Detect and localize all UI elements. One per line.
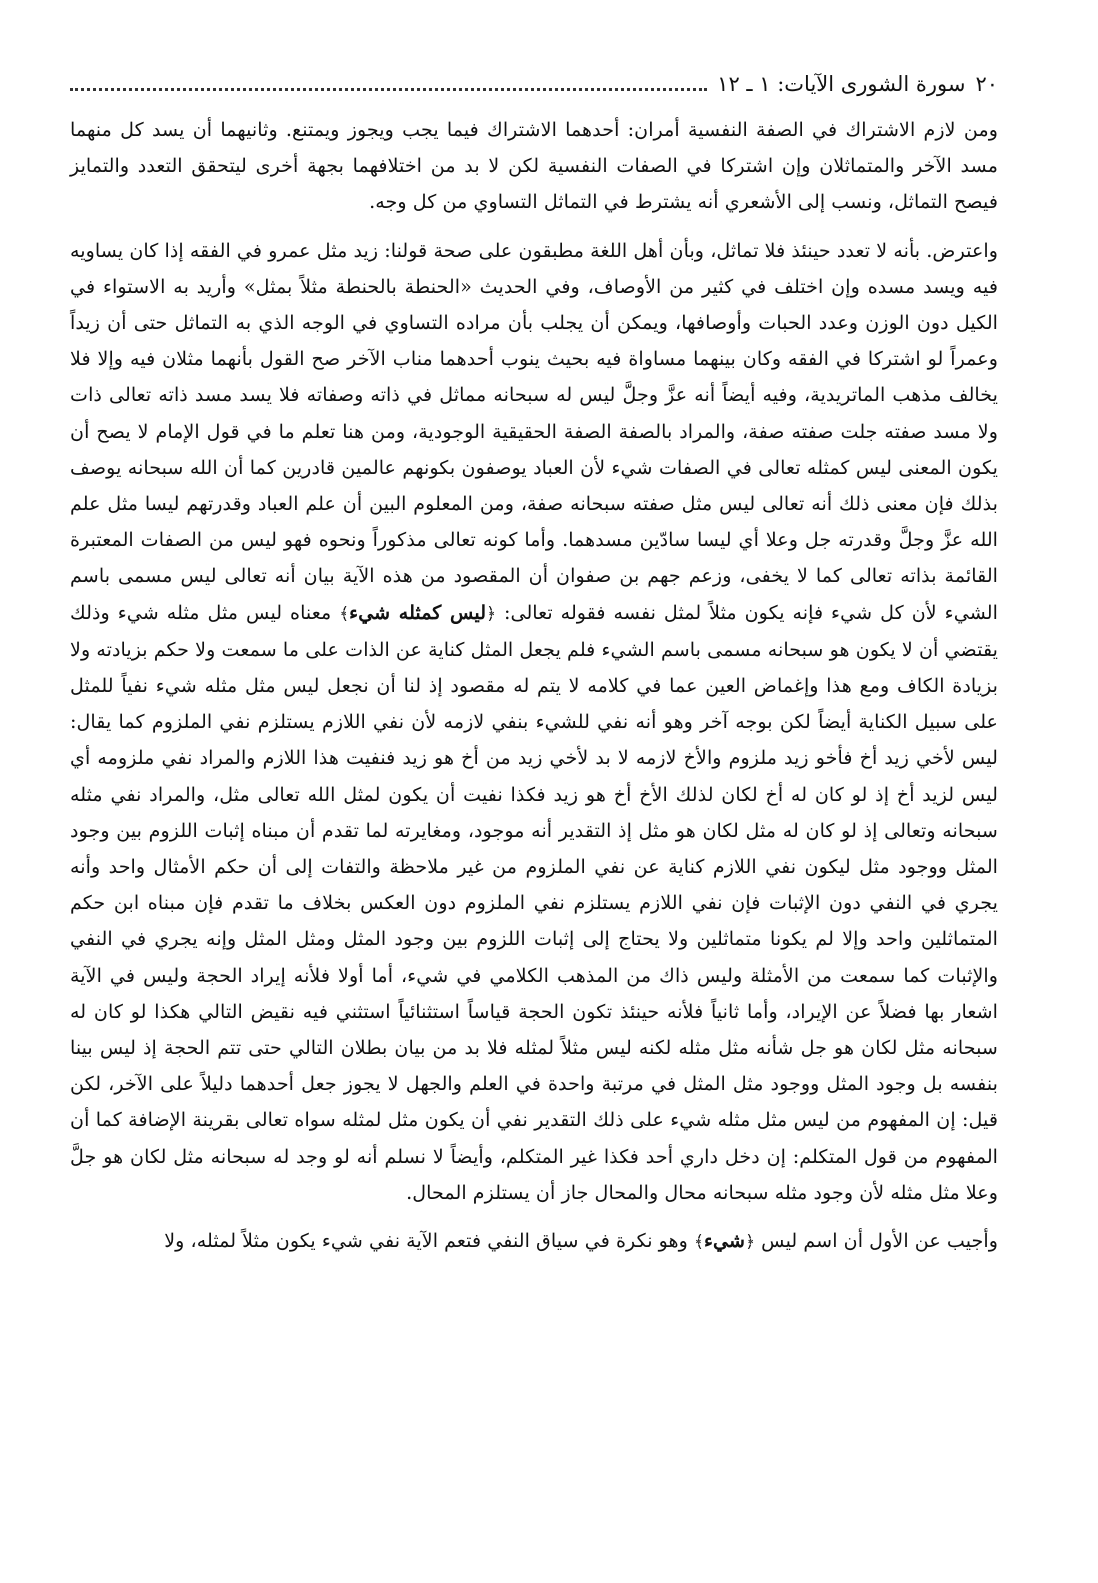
page-number: ٢٠ [975, 72, 998, 96]
paragraph-text: وأجيب عن الأول أن اسم ليس [755, 1229, 998, 1253]
paragraph [70, 233, 998, 1211]
quran-quote: ليس كمثله شيء [349, 600, 487, 624]
quran-bracket: ﴿ [486, 603, 497, 624]
paragraph [70, 1223, 998, 1260]
paragraph [70, 112, 998, 221]
header-dot-leader [70, 78, 707, 91]
paragraph-text: واعترض. بأنه لا تعدد حينئذ فلا تماثل، وبأن أهل اللغة مطبقون على صحة قولنا: زيد مثل عمرو في الفقه إذا كان يساويه فيه ويسد مسده وإن اختلف في كثير من الأوصاف، وفي الحديث «الحنطة بالحنطة مثلاً بمثل» وأريد به الاستواء في الكيل دون الوزن وعدد الحبات وأوصافها، ويمكن أن يجلب بأن مراده التساوي في الوجه الذي به التماثل حتى أن زيداً وعمراً لو اشتركا في الفقه وكان بينهما مساواة فيه بحيث ينوب أحدهما مناب الآخر صح القول بأنهما مثلان فيه وإلا فلا يخالف مذهب الماتريدية، وفيه أيضاً أنه عزَّ وجلَّ ليس له سبحانه مماثل في ذاته وصفاته فلا يسد مسد ذاته تعالى ذات ولا مسد صفته جلت صفته صفة، والمراد بالصفة الصفة الحقيقية الوجودية، ومن هنا تعلم ما في قول الإمام لا يصح أن يكون المعنى ليس كمثله تعالى في الصفات شيء لأن العباد يوصفون بكونهم عالمين قادرين كما أن الله سبحانه يوصف بذلك فإن معنى ذلك أنه تعالى ليس مثل صفته سبحانه صفة، ومن المعلوم البين أن علم العباد وقدرتهم ليسا مثل علم الله عزَّ وجلَّ وقدرته جل وعلا أي ليسا سادّين مسدهما. وأما كونه تعالى مذكوراً ونحوه فهو ليس من الصفات المعتبرة القائمة بذاته تعالى كما لا يخفى، وزعم جهم بن صفوان أن المقصود من هذه الآية بيان أنه تعالى ليس مسمى باسم الشيء لأن كل شيء فإنه يكون مثلاً لمثل نفسه فقوله تعالى: [70, 238, 998, 624]
paragraph-text: معناه ليس مثل مثله شيء وذلك يقتضي أن لا يكون هو سبحانه مسمى باسم الشيء فلم يجعل المثل كناية عن الذات على ما سمعت ولا حكم بزيادته ولا بزيادة الكاف ومع هذا وإغماض العين عما في كلامه لا يتم له مقصود إذ لنا أن نجعل ليس مثل مثله شيء نفياً للمثل على سبيل الكناية أيضاً لكن بوجه آخر وهو أنه نفي للشيء بنفي لازمه لأن نفي اللازم يستلزم نفي الملزوم كما يقال: ليس لأخي زيد أخ فأخو زيد ملزوم والأخ لازمه لا بد لأخي زيد من أخ هو زيد فنفيت هذا اللازم والمراد نفي ملزومه أي ليس لزيد أخ إذ لو كان له أخ لكان لذلك الأخ أخ هو زيد فكذا نفيت أن يكون لمثل الله تعالى مثل، والمراد نفي مثله سبحانه وتعالى إذ لو كان له مثل لكان هو مثل إذ التقدير أنه موجود، ومغايرته لما تقدم أن مبناه إثبات اللزوم بين وجود المثل ووجود مثل ليكون نفي اللازم كناية عن نفي الملزوم من غير ملاحظة والتفات إلى أن حكم الأمثال واحد وأنه يجري في النفي دون الإثبات فإن نفي اللازم يستلزم نفي الملزوم دون العكس بخلاف ما تقدم فإن مبناه ابن حكم المتماثلين واحد وإلا لم يكونا متماثلين ولا يحتاج إلى إثبات اللزوم بين وجود المثل ومثل المثل وإنه يجري في النفي والإثبات كما سمعت من الأمثلة وليس ذاك من المذهب الكلامي في شيء، أما أولا فلأنه إيراد الحجة وليس في الآية اشعار بها فضلاً عن الإيراد، وأما ثانياً فلأنه حينئذ تكون الحجة قياساً استثنائياً استثني فيه نقيض التالي هكذا لو كان له سبحانه مثل لكان هو جل شأنه مثل مثله لكنه ليس مثلاً لمثله فلا بد من بيان بطلان التالي حتى تتم الحجة إذ ليس بينا بنفسه بل وجود المثل ووجود مثل المثل في مرتبة واحدة في العلم والجهل لا يجوز جعل أحدهما دليلاً على الآخر، لكن قيل: إن المفهوم من ليس مثل مثله شيء على ذلك التقدير نفي أن يكون مثل لمثله سواه تعالى بقرينة الإضافة كما أن المفهوم من قول المتكلم: إن دخل داري أحد فكذا غير المتكلم، وأيضاً لا نسلم أنه لو وجد له سبحانه مثل لكان هو جلَّ وعلا مثل مثله لأن وجود مثله سبحانه محال والمحال جاز أن يستلزم المحال. [70, 600, 998, 1204]
running-title: سورة الشورى الآيات: ١ ـ ١٢ [717, 72, 966, 96]
page-body [70, 112, 998, 1260]
running-header [70, 72, 998, 112]
paragraph-text: ومن لازم الاشتراك في الصفة النفسية أمران: أحدهما الاشتراك فيما يجب ويجوز ويمتنع. وثانيهما أن يسد كل منهما مسد الآخر والمتماثلان وإن اشتركا في الصفات النفسية لكن لا بد من اختلافهما بجهة أخرى ليتحقق التعدد والتمايز فيصح التماثل، ونسب إلى الأشعري أنه يشترط في التماثل التساوي من كل وجه. [70, 118, 998, 214]
quran-bracket: ﴾ [694, 1232, 705, 1253]
paragraph-text: وهو نكرة في سياق النفي فتعم الآية نفي شيء يكون مثلاً لمثله، ولا [164, 1229, 695, 1253]
quran-bracket: ﴾ [339, 603, 350, 624]
quran-quote: شيء [704, 1229, 746, 1253]
quran-bracket: ﴿ [745, 1232, 756, 1253]
